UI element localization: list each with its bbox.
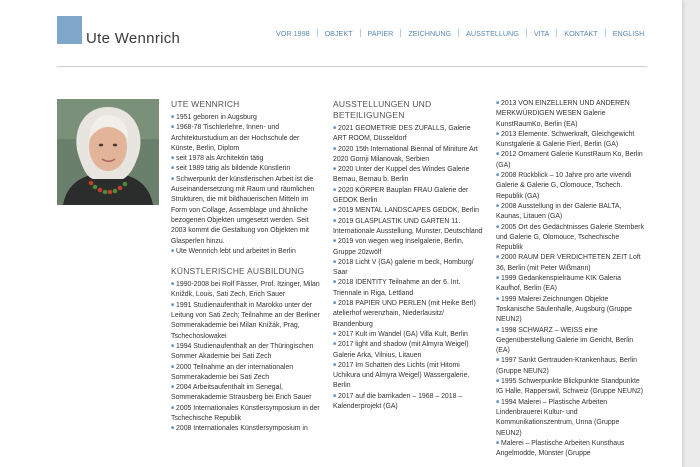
list-item: ■ 1991 Studienaufenthalt in Marokko unter der Leitung von Sati Zech; Teilnahme an der Berliner Sommerakademie bei Milan Knížák, Prag, Tschechoslowakei	[171, 301, 320, 340]
list-item: ■ 2017 light and shadow (mit Almyra Weigel) Galerie Arka, Vilnius, Litauen	[333, 341, 469, 359]
bullet-icon: ■	[333, 145, 337, 152]
biography-list	[171, 113, 321, 257]
list-item: ■ 1998 SCHWARZ – WEISS eine Gegenüberstellung Galerie im Gericht, Berlin (EA)	[496, 326, 634, 355]
list-item: ■ 1994 Malerei – Plastische Arbeiten Lindenbrauerei Kultur- und Kommunikationszentrum, Unna (Gruppe NEUN2)	[496, 398, 620, 437]
logo-square[interactable]	[57, 16, 82, 44]
bullet-icon: ■	[171, 301, 175, 308]
bullet-icon: ■	[496, 202, 500, 209]
site-title[interactable]: Ute Wennrich	[86, 30, 181, 47]
nav-objekt[interactable]: OBJEKT	[324, 28, 353, 38]
list-item: ■ seit 1978 als Architektin tätig	[171, 155, 264, 163]
list-item: ■ 2008 Rückblick – 10 Jahre pro arte vivendi Galerie & Galerie G, Olomouce, Tschech. Republik (GA)	[496, 172, 632, 200]
nav-separator	[605, 29, 606, 37]
bullet-icon: ■	[496, 398, 500, 405]
bullet-icon: ■	[333, 341, 337, 348]
bullet-icon: ■	[496, 151, 500, 158]
list-item: ■ 2020 KÖRPER Bauplan FRAU Galerie der GEDOK Berlin	[333, 186, 469, 205]
list-item: ■ 2018 PAPIER UND PERLEN (mit Heike Berl) atelierhof werenzhain, Niederlausitz/ Brandenburg	[333, 300, 476, 328]
bullet-icon: ■	[171, 281, 175, 288]
bullet-icon: ■	[171, 165, 175, 172]
main-nav	[276, 26, 644, 40]
list-item: ■ 2000 RAUM DER VERDICHTETEN ZEIT Loft 36, Berlin (mit Peter Wißmann)	[496, 254, 641, 272]
list-item: ■ 2021 GEOMETRIE DES ZUFALLS, Galerie ART ROOM, Düsseldorf	[333, 125, 471, 143]
list-item: ■ 2017 Kult im Wandel (GA) Villa Kult, Berlin	[333, 330, 468, 338]
list-item: ■ Malerei – Plastische Arbeiten Kunsthaus Angelmodde, Münster (Gruppe	[496, 439, 625, 458]
list-item: ■ 2017 Im Schatten des Lichts (mit Hitomi Uchikura und Almyra Weigel) Wassergalerie, Berlin	[333, 361, 470, 390]
bullet-icon: ■	[496, 295, 500, 302]
list-item: ■ 1999 Malerei Zeichnungen Objekte Toskanische Säulenhalle, Augsburg (Gruppe NEUN2)	[496, 295, 632, 324]
list-item: ■ 2008 Internationales Künstlersymposium in	[171, 425, 308, 433]
nav-kontakt[interactable]: KONTAKT	[564, 28, 598, 38]
bullet-icon: ■	[333, 186, 337, 193]
bullet-icon: ■	[171, 155, 175, 162]
nav-separator	[458, 29, 459, 37]
bullet-icon: ■	[171, 175, 175, 182]
bullet-icon: ■	[496, 223, 500, 230]
exhibitions-heading: AUSSTELLUNGEN UND BETEILIGUNGEN	[333, 99, 432, 120]
bullet-icon: ■	[496, 254, 500, 261]
list-item: ■ 2018 IDENTITY Teilnahme an der 6. Int. Triennale in Riga, Lettland	[333, 279, 461, 297]
list-item: ■ 1997 Sankt Gertrauden-Krankenhaus, Berlin (Gruppe NEUN2)	[496, 357, 638, 375]
list-item: ■ 2020 15th International Biennal of Miniture Art 2020 Gornji Milanovak, Serbien	[333, 145, 478, 163]
list-item: ■ 1995 Schwerpunkte Blickpunkte Standpunkte IG Halle, Rapperswil, Schweiz (Gruppe NEUN2)	[496, 378, 644, 396]
bullet-icon: ■	[333, 330, 337, 337]
column-biography	[171, 99, 321, 435]
bullet-icon: ■	[171, 342, 175, 349]
bullet-icon: ■	[171, 114, 175, 120]
biography-heading: UTE WENNRICH	[171, 99, 240, 109]
bullet-icon: ■	[171, 384, 175, 391]
bullet-icon: ■	[171, 404, 175, 411]
list-item: ■ 2005 Ort des Gedächtnisses Galerie Stemberk und Galerie G, Olomouce, Tschechische Republik	[496, 223, 644, 252]
list-item: ■ 2000 Teilnahme an der internationalen Sommerakademie bei Sati Zech	[171, 363, 294, 381]
list-item: ■ 2013 VON EINZELLERN UND ANDEREN MERKWÜRDIGEN WESEN Galerie KunstRaumKo, Berlin (EA)	[496, 100, 630, 128]
nav-separator	[556, 29, 557, 37]
nav-vor-1998[interactable]: VOR 1998	[276, 28, 310, 38]
list-item: ■ Schwerpunkt der künstlerischen Arbeit ist die Auseinandersetzung mit Raum und räumlichen Strukturen, die mit bildhauerischen Mitteln im Form von Collage, Assemblage und ähnliche bezogenen Objekten umgesetzt werden. Seit 2003 kommt die Gestaltung von Objekten mit Glasperlen hinzu.	[171, 175, 315, 245]
list-item: ■ 1990-2008 bei Rolf Fässer, Prof. Itzinger, Milan Kníždk, Louis, Sati Zech, Erich Sauer	[171, 281, 320, 299]
education-list	[171, 280, 321, 434]
list-item: ■ 2013 Elemente. Schwerkraft, Gleichgewicht Kunstgalerie & Galerie Fierl, Berlin (GA)	[496, 130, 635, 149]
bullet-icon: ■	[171, 247, 175, 254]
exhibitions-list-continued	[496, 99, 646, 459]
portrait-photo	[57, 99, 159, 205]
bullet-icon: ■	[496, 326, 500, 333]
portrait-icon	[57, 99, 159, 205]
bullet-icon: ■	[496, 275, 500, 282]
nav-english[interactable]: ENGLISH	[612, 28, 645, 38]
bullet-icon: ■	[171, 124, 175, 131]
list-item: ■ 2019 GLASPLASTIK UND GARTEN 11. Internationale Ausstellung, Munster, Deutschland	[333, 217, 483, 235]
bullet-icon: ■	[333, 300, 337, 307]
nav-separator	[317, 29, 318, 37]
list-item: ■ 1994 Studienaufenthalt an der Thüringischen Sommer Akademie bei Sati Zech	[171, 342, 314, 361]
list-item: ■ 2019 MENTAL LANDSCAPES GEDOK, Berlin	[333, 207, 479, 215]
bullet-icon: ■	[333, 238, 337, 245]
list-item: ■ 1999 Gedankenspielräume KIK Galeria Kaufhof, Berlin (EA)	[496, 275, 621, 293]
bullet-icon: ■	[333, 279, 337, 286]
bullet-icon: ■	[496, 378, 500, 385]
list-item: ■ Ute Wennrich lebt und arbeitet in Berlin	[171, 247, 296, 255]
bullet-icon: ■	[171, 425, 175, 432]
bullet-icon: ■	[333, 392, 337, 399]
bullet-icon: ■	[333, 166, 337, 173]
list-item: ■ 2012 Ornament Galerie KunstRaum Ko, Berlin (GA)	[496, 151, 643, 169]
list-item: ■ 2019 von wegen weg Inselgalerie, Berlin, Gruppe 20zwölf	[333, 238, 464, 256]
bullet-icon: ■	[333, 125, 337, 131]
bullet-icon: ■	[333, 258, 337, 265]
nav-separator	[400, 29, 401, 37]
list-item: ■ 2020 Unter der Kuppel des Windes Galerie Bernau, Bernau b. Berlin	[333, 166, 470, 184]
column-exhibitions	[333, 99, 485, 412]
list-item: ■ 2017 auf die barrikaden – 1968 – 2018 – Kalenderprojekt (GA)	[333, 392, 463, 411]
list-item: ■ seit 1989 tätig als bildende Künstlerin	[171, 165, 291, 173]
bullet-icon: ■	[333, 361, 337, 368]
list-item: ■ 1968-78 Tischlerlehre, Innen- und Architekturstudium an der Hochschule der Künste, Berlin, Diplom	[171, 124, 300, 152]
column-exhibitions-continued	[496, 99, 646, 459]
list-item: ■ 2008 Ausstellung in der Galerie BALTA, Kaunas, Litauen (GA)	[496, 202, 622, 221]
bullet-icon: ■	[496, 130, 500, 137]
list-item: ■ 2004 Arbeitsaufenthalt im Senegal, Sommerakademie Strausberg bei Erich Sauer	[171, 384, 312, 402]
exhibitions-list	[333, 124, 485, 412]
nav-separator	[526, 29, 527, 37]
list-item: ■ 2018 Licht V (GA) galerie m beck, Homburg/ Saar	[333, 258, 474, 277]
nav-papier[interactable]: PAPIER	[367, 28, 394, 38]
education-heading: KÜNSTLERISCHE AUSBILDUNG	[171, 266, 305, 277]
bullet-icon: ■	[496, 439, 500, 446]
list-item: ■ 1951 geboren in Augsburg	[171, 114, 257, 121]
nav-zeichnung[interactable]: ZEICHNUNG	[408, 28, 452, 38]
list-item: ■ 2005 Internationales Künstlersymposium in der Tschechische Republik	[171, 404, 320, 423]
nav-vita[interactable]: VITA	[533, 28, 550, 38]
nav-separator	[360, 29, 361, 37]
header-divider	[57, 66, 647, 67]
bullet-icon: ■	[496, 100, 500, 106]
bullet-icon: ■	[171, 363, 175, 370]
bullet-icon: ■	[333, 207, 337, 214]
nav-ausstellung[interactable]: AUSSTELLUNG	[466, 28, 519, 38]
bullet-icon: ■	[496, 172, 500, 179]
bullet-icon: ■	[333, 217, 337, 224]
bullet-icon: ■	[496, 357, 500, 364]
